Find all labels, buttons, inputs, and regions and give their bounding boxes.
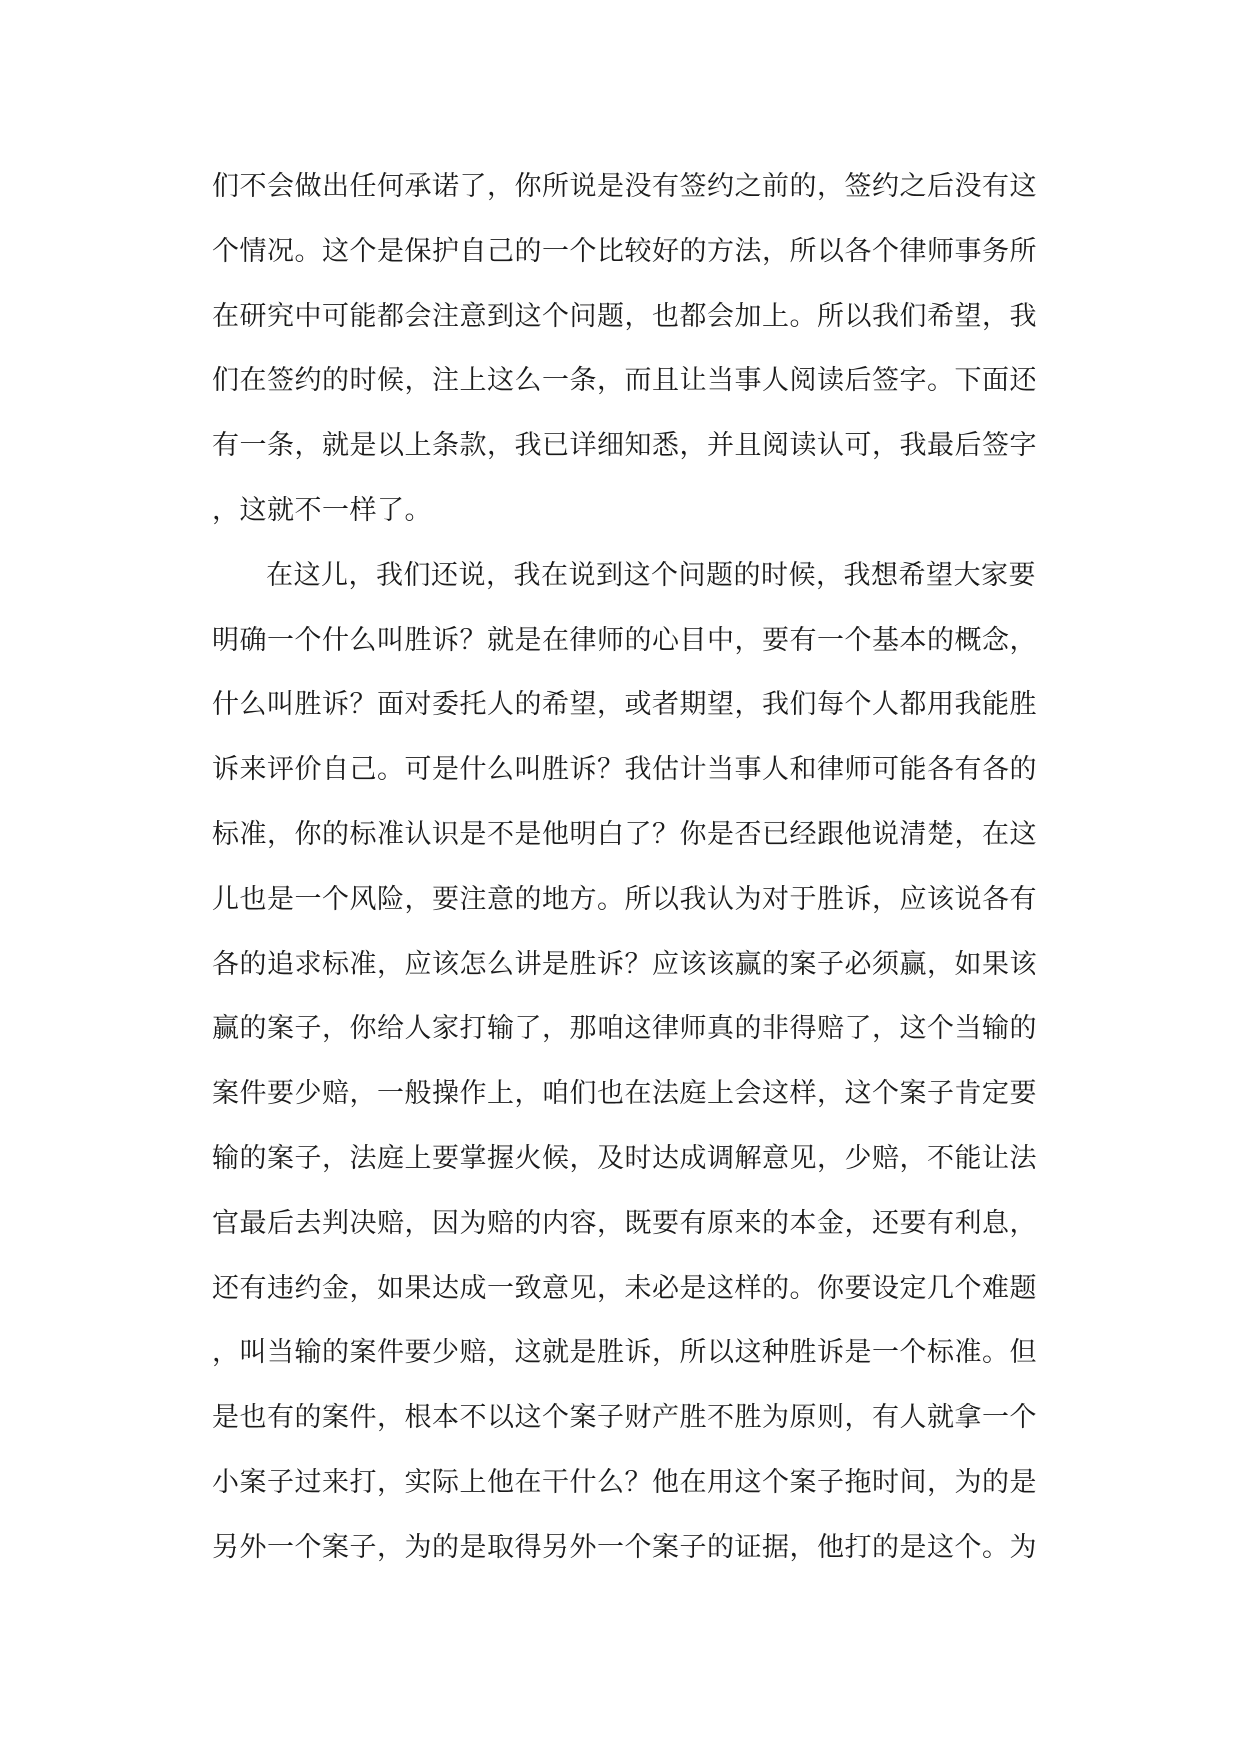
paragraph-2 (212, 544, 1042, 1581)
text-line: 儿也是一个风险，要注意的地方。所以我认为对于胜诉，应该说各有 (212, 883, 1037, 915)
text-line: 小案子过来打，实际上他在干什么？他在用这个案子拖时间，为的是 (212, 1466, 1037, 1498)
text-line: 们在签约的时候，注上这么一条，而且让当事人阅读后签字。下面还 (212, 365, 1037, 397)
text-line: 们不会做出任何承诺了，你所说是没有签约之前的，签约之后没有这 (212, 171, 1037, 202)
text-line: 案件要少赔，一般操作上，咱们也在法庭上会这样，这个案子肯定要 (212, 1078, 1037, 1110)
text-line: 是也有的案件，根本不以这个案子财产胜不胜为原则，有人就拿一个 (212, 1402, 1037, 1434)
body-text (212, 155, 1042, 1581)
text-line: 在研究中可能都会注意到这个问题，也都会加上。所以我们希望，我 (212, 300, 1037, 332)
text-line: 另外一个案子，为的是取得另外一个案子的证据，他打的是这个。为 (212, 1531, 1037, 1563)
text-line: 明确一个什么叫胜诉？就是在律师的心目中，要有一个基本的概念， (212, 624, 1037, 656)
text-line: 官最后去判决赔，因为赔的内容，既要有原来的本金，还要有利息， (212, 1207, 1037, 1239)
text-line: 有一条，就是以上条款，我已详细知悉，并且阅读认可，我最后签字 (212, 430, 1037, 462)
text-line: 诉来评价自己。可是什么叫胜诉？我估计当事人和律师可能各有各的 (212, 754, 1037, 786)
text-line: 还有违约金，如果达成一致意见，未必是这样的。你要设定几个难题 (212, 1272, 1037, 1304)
paragraph-1 (212, 155, 1042, 544)
text-line: 输的案子，法庭上要掌握火候，及时达成调解意见，少赔，不能让法 (212, 1142, 1037, 1174)
text-line: 标准，你的标准认识是不是他明白了？你是否已经跟他说清楚，在这 (212, 818, 1037, 850)
text-line: ，叫当输的案件要少赔，这就是胜诉，所以这种胜诉是一个标准。但 (212, 1337, 1037, 1369)
text-line: ，这就不一样了。 (212, 494, 432, 526)
text-line: 在这儿，我们还说，我在说到这个问题的时候，我想希望大家要 (266, 559, 1036, 591)
text-line: 什么叫胜诉？面对委托人的希望，或者期望，我们每个人都用我能胜 (212, 689, 1037, 721)
text-line: 个情况。这个是保护自己的一个比较好的方法，所以各个律师事务所 (212, 235, 1037, 267)
text-line: 各的追求标准，应该怎么讲是胜诉？应该该赢的案子必须赢，如果该 (212, 948, 1037, 980)
text-line: 赢的案子，你给人家打输了，那咱这律师真的非得赔了，这个当输的 (212, 1013, 1037, 1045)
